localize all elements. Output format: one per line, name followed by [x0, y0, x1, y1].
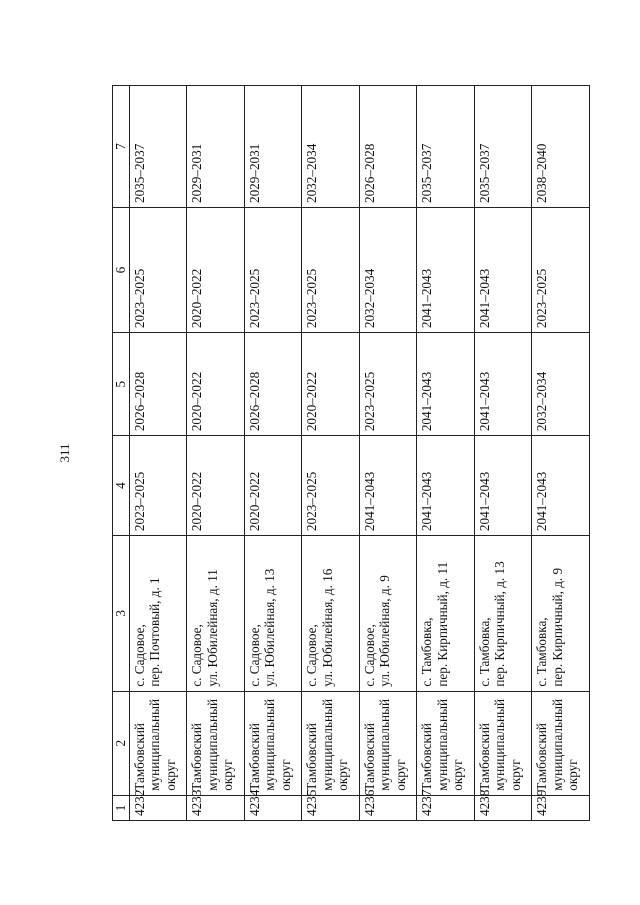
- address-cell: с. Садовое, ул. Юбилейная, д. 9: [359, 536, 417, 692]
- address-cell: с. Садовое, ул. Юбилейная, д. 13: [244, 536, 302, 692]
- rotated-table-container: [112, 85, 590, 821]
- row-id: 4239: [532, 795, 590, 820]
- row-id: 4235: [302, 795, 360, 820]
- period-cell: 2041–2043: [417, 333, 475, 436]
- district-cell: Тамбовский муниципальный округ: [532, 691, 590, 795]
- period-cell: 2029–2031: [244, 86, 302, 208]
- address-cell: с. Тамбовка, пер. Кирпичный, д. 11: [417, 536, 475, 692]
- period-cell: 2029–2031: [187, 86, 245, 208]
- row-id: 4238: [474, 795, 532, 820]
- table-header-row: [113, 86, 130, 821]
- district-cell: Тамбовский муниципальный округ: [474, 691, 532, 795]
- header-col-4: 4: [113, 436, 130, 536]
- table-row: [187, 86, 245, 821]
- table-row: [302, 86, 360, 821]
- period-cell: 2041–2043: [417, 436, 475, 536]
- period-cell: 2020–2022: [187, 333, 245, 436]
- district-cell: Тамбовский муниципальный округ: [302, 691, 360, 795]
- district-cell: Тамбовский муниципальный округ: [244, 691, 302, 795]
- header-col-3: 3: [113, 536, 130, 692]
- table-row: [532, 86, 590, 821]
- period-cell: 2038–2040: [532, 86, 590, 208]
- district-cell: Тамбовский муниципальный округ: [359, 691, 417, 795]
- table-row: [129, 86, 187, 821]
- row-id: 4237: [417, 795, 475, 820]
- row-id: 4236: [359, 795, 417, 820]
- header-col-6: 6: [113, 208, 130, 333]
- period-cell: 2041–2043: [474, 208, 532, 333]
- period-cell: 2041–2043: [474, 436, 532, 536]
- header-col-7: 7: [113, 86, 130, 208]
- address-cell: с. Садовое, ул. Юбилейная, д. 16: [302, 536, 360, 692]
- period-cell: 2041–2043: [417, 208, 475, 333]
- housing-schedule-table: [112, 85, 590, 821]
- period-cell: 2026–2028: [244, 333, 302, 436]
- period-cell: 2041–2043: [359, 436, 417, 536]
- table-row: [417, 86, 475, 821]
- address-cell: с. Садовое, ул. Юбилейная, д. 11: [187, 536, 245, 692]
- address-cell: с. Тамбовка, пер. Кирпичный, д. 13: [474, 536, 532, 692]
- period-cell: 2035–2037: [474, 86, 532, 208]
- district-cell: Тамбовский муниципальный округ: [187, 691, 245, 795]
- header-col-2: 2: [113, 691, 130, 795]
- district-cell: Тамбовский муниципальный округ: [417, 691, 475, 795]
- period-cell: 2035–2037: [129, 86, 187, 208]
- period-cell: 2020–2022: [302, 333, 360, 436]
- row-id: 4232: [129, 795, 187, 820]
- table-row: [474, 86, 532, 821]
- period-cell: 2041–2043: [532, 436, 590, 536]
- period-cell: 2023–2025: [302, 208, 360, 333]
- period-cell: 2023–2025: [302, 436, 360, 536]
- period-cell: 2032–2034: [302, 86, 360, 208]
- period-cell: 2032–2034: [532, 333, 590, 436]
- period-cell: 2020–2022: [187, 436, 245, 536]
- period-cell: 2023–2025: [244, 208, 302, 333]
- period-cell: 2035–2037: [417, 86, 475, 208]
- period-cell: 2041–2043: [474, 333, 532, 436]
- district-cell: Тамбовский муниципальный округ: [129, 691, 187, 795]
- table-row: [359, 86, 417, 821]
- table-row: [244, 86, 302, 821]
- period-cell: 2020–2022: [187, 208, 245, 333]
- page-number: 311: [57, 443, 72, 463]
- header-col-5: 5: [113, 333, 130, 436]
- period-cell: 2026–2028: [359, 86, 417, 208]
- address-cell: с. Тамбовка, пер. Кирпичный, д. 9: [532, 536, 590, 692]
- period-cell: 2020–2022: [244, 436, 302, 536]
- period-cell: 2023–2025: [129, 436, 187, 536]
- address-cell: с. Садовое, пер. Почтовый, д. 1: [129, 536, 187, 692]
- period-cell: 2023–2025: [532, 208, 590, 333]
- row-id: 4234: [244, 795, 302, 820]
- row-id: 4233: [187, 795, 245, 820]
- period-cell: 2026–2028: [129, 333, 187, 436]
- header-col-1: 1: [113, 795, 130, 820]
- period-cell: 2023–2025: [129, 208, 187, 333]
- period-cell: 2032–2034: [359, 208, 417, 333]
- period-cell: 2023–2025: [359, 333, 417, 436]
